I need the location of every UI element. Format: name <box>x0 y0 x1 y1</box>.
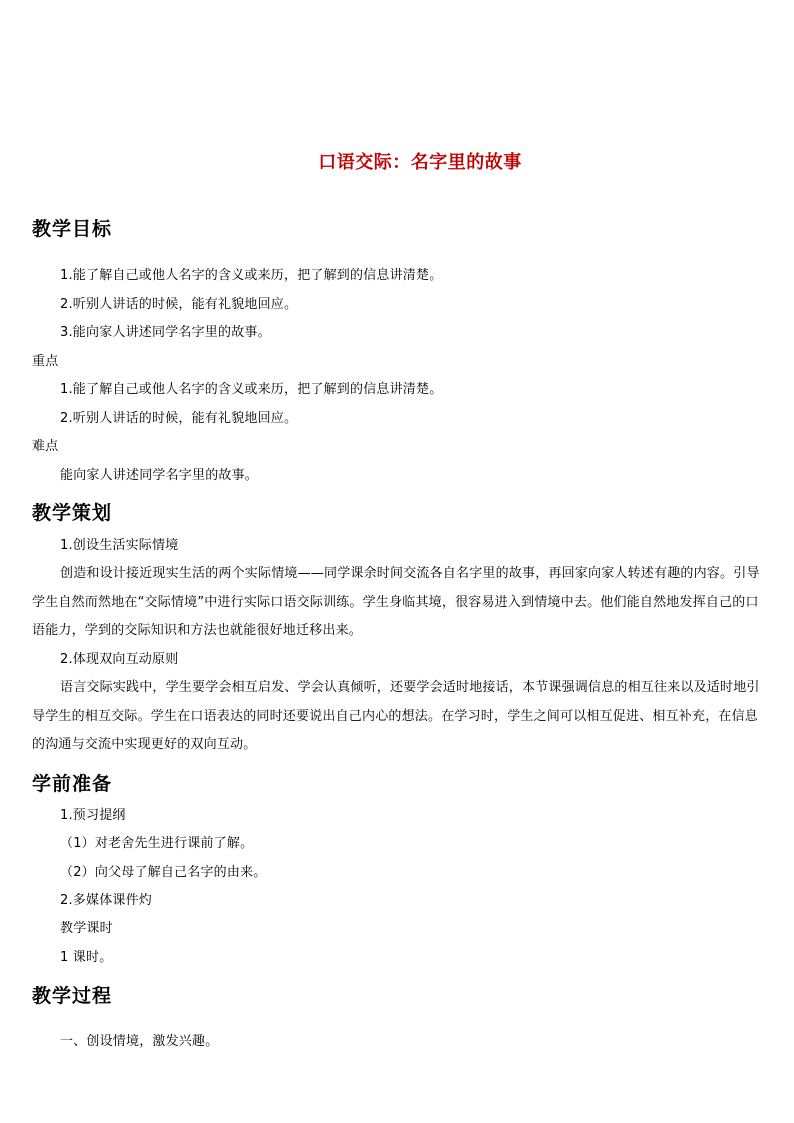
goal-item-1: 1.能了解自己或他人名字的含义或来历，把了解到的信息讲清楚。 <box>60 268 443 283</box>
key-points-label: 重点 <box>32 354 59 369</box>
process-step-1: 一、创设情境，激发兴趣。 <box>60 1034 219 1049</box>
goal-item-2: 2.听别人讲话的时候，能有礼貌地回应。 <box>60 297 298 312</box>
hours-label: 教学课时 <box>60 921 113 936</box>
prep-sub-1: （1）对老舍先生进行课前了解。 <box>60 836 254 851</box>
prep-item-1: 1.预习提纲 <box>60 808 126 823</box>
goal-item-3: 3.能向家人讲述同学名字里的故事。 <box>60 325 271 340</box>
prep-item-2: 2.多媒体课件灼 <box>60 893 153 908</box>
strategy-item-1-title: 1.创设生活实际情境 <box>60 538 179 553</box>
strategy-item-2-title: 2.体现双向互动原则 <box>60 652 179 667</box>
section-heading-prep: 学前准备 <box>32 773 113 795</box>
strategy-item-1-text <box>32 560 766 646</box>
key-point-1: 1.能了解自己或他人名字的含义或来历，把了解到的信息讲清楚。 <box>60 382 443 397</box>
strategy-item-1-body: 创造和设计接近现实生活的两个实际情境——同学课余时间交流各自名字里的故事，再回家向家人转述有趣的内容。引导学生自然而然地在“交际情境”中进行实际口语交际训练。学生身临其境，很容易进入到情境中去。他们能自然地发挥自己的口语能力，学到的交际知识和方法也就能很好地迁移出来。 <box>32 566 760 638</box>
strategy-item-2-text <box>32 674 766 760</box>
hours-value: 1 课时。 <box>60 950 113 965</box>
difficulty-label: 难点 <box>32 439 59 454</box>
strategy-item-2-body: 语言交际实践中，学生要学会相互启发、学会认真倾听，还要学会适时地接话，本节课强调信息的相互往来以及适时地引导学生的相互交际。学生在口语表达的同时还要说出自己内心的想法。在学习时，学生之间可以相互促进、相互补充，在信息的沟通与交流中实现更好的双向互动。 <box>32 680 760 752</box>
section-heading-strategy: 教学策划 <box>32 502 113 524</box>
difficulty-text: 能向家人讲述同学名字里的故事。 <box>60 468 259 483</box>
section-heading-goals: 教学目标 <box>32 218 113 240</box>
document-title: 口语交际：名字里的故事 <box>318 152 522 173</box>
key-point-2: 2.听别人讲话的时候，能有礼貌地回应。 <box>60 411 298 426</box>
section-heading-process: 教学过程 <box>32 985 113 1007</box>
prep-sub-2: （2）向父母了解自己名字的由来。 <box>60 865 267 880</box>
